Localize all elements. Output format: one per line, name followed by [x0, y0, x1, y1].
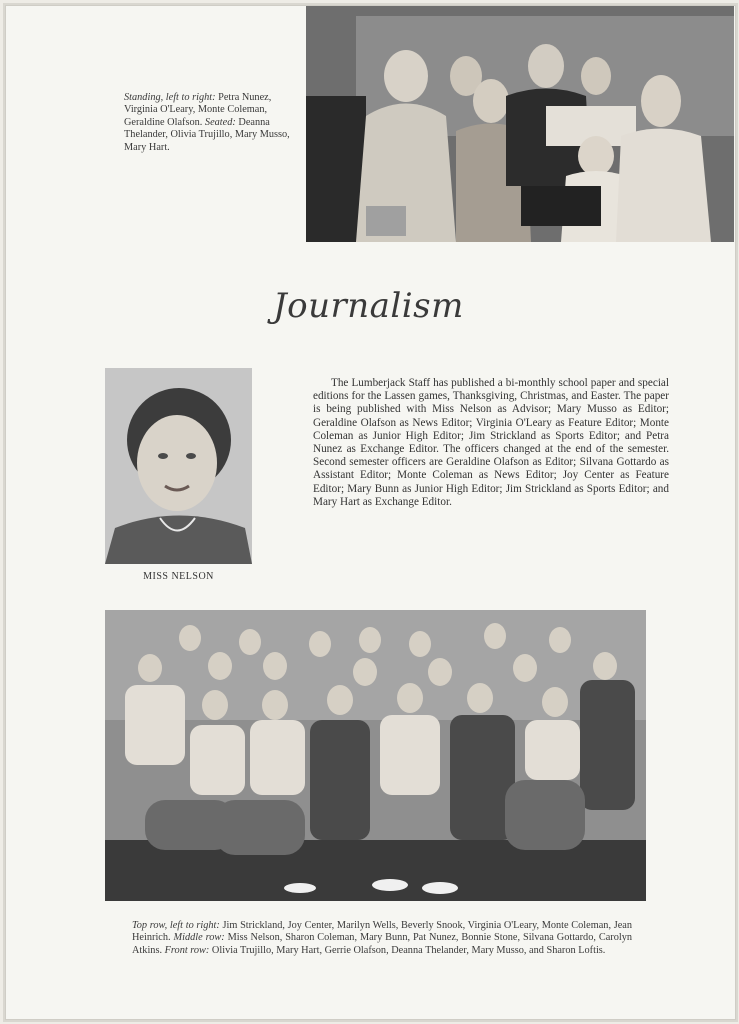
yearbook-page [5, 5, 736, 1020]
caption-label-front-row: Front row: [164, 944, 210, 956]
caption-label-middle-row: Middle row: [173, 932, 225, 944]
page-title: Journalism [273, 286, 464, 326]
caption-label-standing: Standing, left to right: [124, 92, 216, 103]
caption-label-seated: Seated: [204, 116, 236, 128]
caption-label-top-row: Top row, left to right: [132, 920, 220, 931]
advisor-portrait [105, 368, 252, 564]
group-photo-caption [132, 920, 632, 957]
caption-text-front-row: Olivia Trujillo, Mary Hart, Gerrie Olafson, Deanna Thelander, Mary Musso, and Sharon Loftis. [211, 944, 606, 956]
top-photo-caption [124, 92, 294, 154]
article-text: The Lumberjack Staff has published a bi-monthly school paper and special editions for the Lassen games, Thanksgiving, Christmas, and Easter. The paper is being published with Miss Nelson as Advisor; Mary Musso as Editor; Geraldine Olafson as News Editor; Virginia O'Leary as Feature Editor; Monte Coleman as Junior High Editor; Jim Strickland as Sports Editor; and Petra Nunez as Exchange Editor. The officers changed at the end of the semester. Second semester officers are Geraldine Olafson as Editor; Silvana Gottardo as Assistant Editor; Monte Coleman as News Editor; Joy Center as Feature Editor; Mary Bunn as Junior High Editor; Jim Strickland as Sports Editor; and Mary Hart as Exchange Editor. [313, 377, 669, 508]
caption-text-seated: Deanna Thelander, Olivia Trujillo, Mary Musso, Mary Hart. [124, 116, 290, 153]
group-photo [105, 610, 646, 901]
caption-text-standing: Petra Nunez, Virginia O'Leary, Monte Coleman, Geraldine Olafson. [124, 92, 272, 128]
staff-photo [306, 6, 734, 242]
caption-text-top-row: Jim Strickland, Joy Center, Marilyn Wells, Beverly Snook, Virginia O'Leary, Monte Coleman, Jean Heinrich. [132, 920, 633, 944]
portrait-caption: MISS NELSON [143, 571, 214, 582]
caption-text-middle-row: Miss Nelson, Sharon Coleman, Mary Bunn, Pat Nunez, Bonnie Stone, Silvana Gottardo, Carolyn Atkins. [132, 932, 633, 956]
